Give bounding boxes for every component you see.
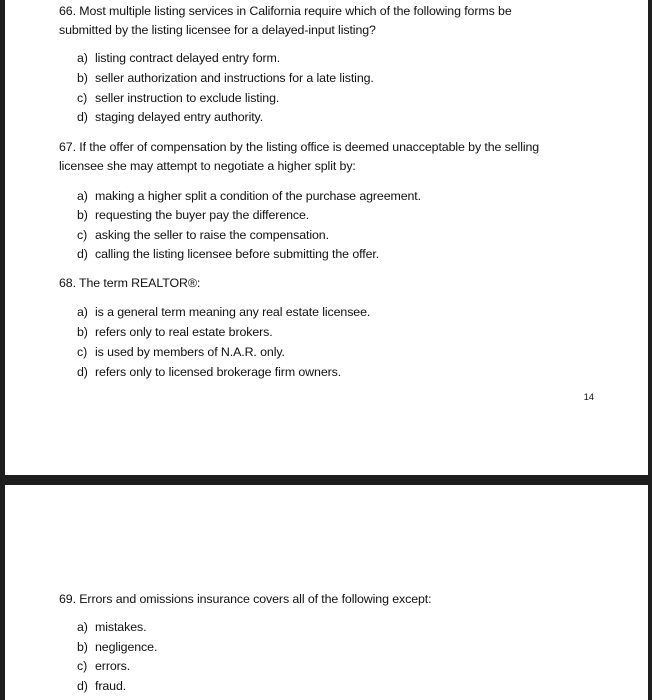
option-68-b: b) refers only to real estate brokers. [77,325,273,339]
option-66-b: b) seller authorization and instructions for a late listing. [77,71,374,85]
document-page-2 [5,485,648,700]
option-67-c: c) asking the seller to raise the compensation. [77,228,329,242]
question-68-line-1: 68. The term REALTOR®: [59,276,201,290]
question-67-line-2: licensee she may attempt to negotiate a higher split by: [59,159,356,173]
option-66-c: c) seller instruction to exclude listing. [77,91,280,105]
option-69-d: d) fraud. [77,679,127,693]
option-69-a: a) mistakes. [77,620,147,634]
option-68-a: a) is a general term meaning any real estate licensee. [77,305,371,319]
option-67-b: b) requesting the buyer pay the difference. [77,208,310,222]
page-number: 14 [583,392,594,403]
option-66-a: a) listing contract delayed entry form. [77,51,281,65]
question-66-line-2: submitted by the listing licensee for a delayed-input listing? [59,23,376,37]
document-page-1 [5,0,648,475]
question-66-line-1: 66. Most multiple listing services in California require which of the following forms be [59,4,512,18]
option-68-d: d) refers only to licensed brokerage firm owners. [77,365,342,379]
option-69-c: c) errors. [77,659,131,673]
option-68-c: c) is used by members of N.A.R. only. [77,345,285,359]
option-67-d: d) calling the listing licensee before submitting the offer. [77,247,380,261]
question-67-line-1: 67. If the offer of compensation by the listing office is deemed unacceptable by the selling [59,140,540,154]
option-67-a: a) making a higher split a condition of the purchase agreement. [77,189,421,203]
option-69-b: b) negligence. [77,640,158,654]
option-66-d: d) staging delayed entry authority. [77,110,264,124]
question-69-line-1: 69. Errors and omissions insurance covers all of the following except: [59,592,432,606]
